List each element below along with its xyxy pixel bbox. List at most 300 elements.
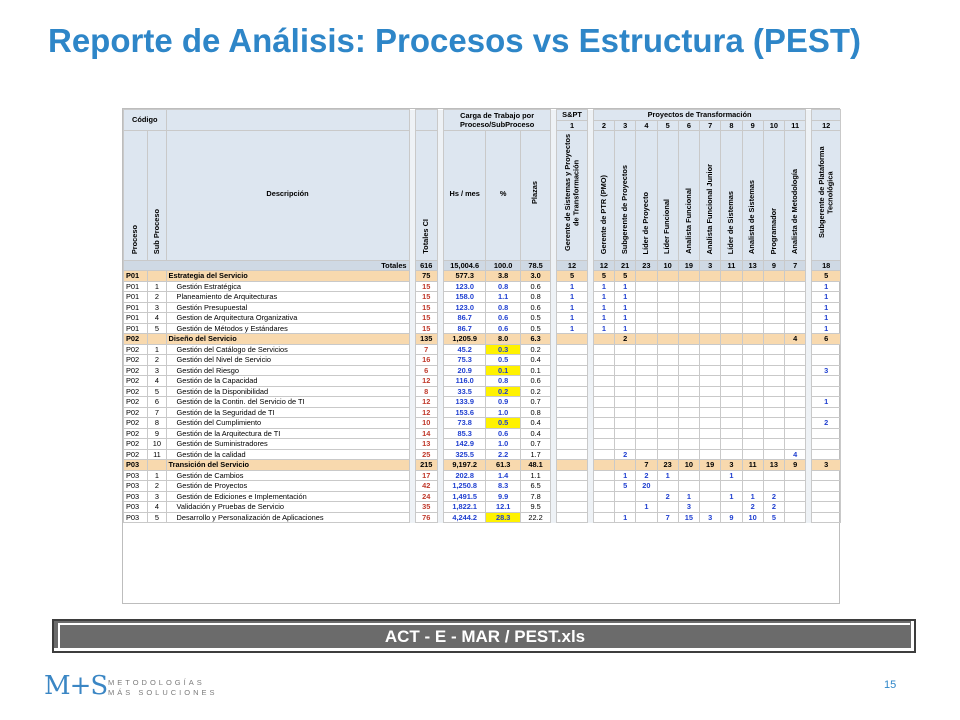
row-role-value <box>700 481 721 492</box>
header-sapt: S&PT <box>557 110 587 121</box>
row-sub: 6 <box>148 397 166 408</box>
role-number: 12 <box>812 120 841 131</box>
row-role-value <box>557 334 587 345</box>
row-role-value <box>742 302 763 313</box>
row-sub: 5 <box>148 512 166 523</box>
row-pct: 8.0 <box>486 334 520 345</box>
row-role-value <box>812 344 841 355</box>
row-hs: 33.5 <box>443 386 486 397</box>
row-role-value <box>636 313 657 324</box>
row-role-value <box>700 365 721 376</box>
row-role-value <box>742 481 763 492</box>
row-role-value: 5 <box>763 512 784 523</box>
row-description: Gestión de la calidad <box>166 449 409 460</box>
role-header: Analista Funcional Junior <box>700 131 721 261</box>
row-pct: 9.9 <box>486 491 520 502</box>
row-role-value <box>636 302 657 313</box>
totals-role: 19 <box>678 260 699 271</box>
row-role-value <box>615 491 636 502</box>
row-role-value <box>593 470 614 481</box>
role-header: Analista de Metodología <box>785 131 806 261</box>
row-role-value <box>557 418 587 429</box>
row-role-value <box>700 313 721 324</box>
page-number: 15 <box>884 679 897 691</box>
header-pct: % <box>486 131 520 261</box>
row-role-value: 1 <box>812 292 841 303</box>
row-ci: 6 <box>415 365 437 376</box>
table-row <box>124 281 841 292</box>
row-role-value <box>557 449 587 460</box>
row-role-value <box>812 512 841 523</box>
role-header: Programador <box>763 131 784 261</box>
row-description: Gestión del Nivel de Servicio <box>166 355 409 366</box>
row-role-value: 2 <box>812 418 841 429</box>
row-role-value: 2 <box>657 491 678 502</box>
row-role-value <box>615 344 636 355</box>
row-role-value: 1 <box>615 470 636 481</box>
row-role-value <box>678 365 699 376</box>
table-row <box>124 376 841 387</box>
row-role-value: 1 <box>615 323 636 334</box>
row-role-value <box>615 365 636 376</box>
row-ci: 75 <box>415 271 437 282</box>
row-role-value: 2 <box>615 449 636 460</box>
row-role-value <box>700 292 721 303</box>
row-role-value: 7 <box>636 460 657 471</box>
row-role-value <box>678 355 699 366</box>
row-role-value <box>721 302 742 313</box>
header-hs-mes: Hs / mes <box>443 131 486 261</box>
row-code: P02 <box>124 355 148 366</box>
row-description: Gestión Presupuestal <box>166 302 409 313</box>
row-hs: 1,250.8 <box>443 481 486 492</box>
totals-pct: 100.0 <box>486 260 520 271</box>
row-role-value <box>785 302 806 313</box>
row-role-value: 2 <box>763 502 784 513</box>
row-role-value <box>700 376 721 387</box>
row-ci: 17 <box>415 470 437 481</box>
row-role-value <box>742 271 763 282</box>
row-sub: 1 <box>148 344 166 355</box>
row-pct: 1.0 <box>486 407 520 418</box>
row-sub: 8 <box>148 418 166 429</box>
row-role-value <box>763 334 784 345</box>
totals-role: 10 <box>657 260 678 271</box>
role-number: 4 <box>636 120 657 131</box>
file-reference-label: ACT - E - MAR / PEST.xls <box>58 623 910 649</box>
row-hs: 1,491.5 <box>443 491 486 502</box>
row-role-value: 1 <box>636 502 657 513</box>
row-role-value <box>636 281 657 292</box>
row-role-value <box>721 281 742 292</box>
row-code: P02 <box>124 386 148 397</box>
row-role-value <box>700 334 721 345</box>
row-hs: 325.5 <box>443 449 486 460</box>
row-role-value <box>636 439 657 450</box>
row-role-value: 4 <box>785 449 806 460</box>
row-role-value <box>812 449 841 460</box>
header-codigo: Código <box>124 110 167 131</box>
row-role-value <box>700 323 721 334</box>
row-pct: 0.9 <box>486 397 520 408</box>
row-role-value <box>785 407 806 418</box>
row-role-value <box>678 428 699 439</box>
row-role-value <box>700 355 721 366</box>
header-carga: Carga de Trabajo por Proceso/SubProceso <box>443 110 550 131</box>
row-code: P02 <box>124 365 148 376</box>
row-ci: 15 <box>415 292 437 303</box>
row-role-value <box>657 439 678 450</box>
row-ci: 24 <box>415 491 437 502</box>
row-role-value <box>557 386 587 397</box>
row-sub: 2 <box>148 355 166 366</box>
row-role-value <box>721 449 742 460</box>
header-subproceso: Sub Proceso <box>148 131 166 261</box>
table-row <box>124 512 841 523</box>
row-role-value <box>812 439 841 450</box>
table-row <box>124 355 841 366</box>
row-role-value <box>636 292 657 303</box>
row-role-value <box>700 271 721 282</box>
row-code: P02 <box>124 449 148 460</box>
row-role-value <box>557 397 587 408</box>
row-role-value <box>763 481 784 492</box>
row-sub: 7 <box>148 407 166 418</box>
row-role-value <box>700 491 721 502</box>
row-ci: 25 <box>415 449 437 460</box>
row-role-value <box>700 439 721 450</box>
row-role-value <box>636 334 657 345</box>
row-hs: 9,197.2 <box>443 460 486 471</box>
role-number: 3 <box>615 120 636 131</box>
row-sub: 11 <box>148 449 166 460</box>
row-role-value: 2 <box>763 491 784 502</box>
row-role-value: 1 <box>742 491 763 502</box>
row-hs: 45.2 <box>443 344 486 355</box>
row-role-value <box>785 470 806 481</box>
row-role-value <box>657 323 678 334</box>
row-sub: 3 <box>148 302 166 313</box>
row-hs: 202.8 <box>443 470 486 481</box>
row-pct: 0.8 <box>486 376 520 387</box>
row-role-value <box>678 386 699 397</box>
row-pct: 1.0 <box>486 439 520 450</box>
row-role-value <box>742 470 763 481</box>
header-proceso: Proceso <box>124 131 148 261</box>
role-number: 1 <box>557 120 587 131</box>
table-row <box>124 334 841 345</box>
logo-line-1: METODOLOGÍAS <box>108 678 205 687</box>
row-sub: 5 <box>148 323 166 334</box>
row-pct: 2.2 <box>486 449 520 460</box>
header-blank <box>166 110 409 131</box>
row-role-value <box>657 344 678 355</box>
row-ci: 76 <box>415 512 437 523</box>
row-role-value <box>721 365 742 376</box>
row-pct: 0.2 <box>486 386 520 397</box>
row-plazas: 6.5 <box>520 481 550 492</box>
role-header: Líder Funcional <box>657 131 678 261</box>
logo-mark: M+S <box>44 671 108 701</box>
row-role-value: 1 <box>557 313 587 324</box>
row-role-value <box>657 281 678 292</box>
role-number: 9 <box>742 120 763 131</box>
table-row <box>124 313 841 324</box>
row-role-value <box>593 365 614 376</box>
spreadsheet-image <box>122 108 840 604</box>
row-hs: 86.7 <box>443 323 486 334</box>
row-pct: 0.6 <box>486 313 520 324</box>
row-role-value <box>742 281 763 292</box>
logo-line-2: MÁS SOLUCIONES <box>108 688 218 697</box>
row-role-value <box>721 418 742 429</box>
row-role-value <box>657 292 678 303</box>
row-role-value <box>700 502 721 513</box>
row-role-value <box>785 355 806 366</box>
row-role-value <box>812 376 841 387</box>
row-role-value <box>557 470 587 481</box>
row-role-value <box>700 407 721 418</box>
role-header: Líder de Sistemas <box>721 131 742 261</box>
row-role-value <box>812 428 841 439</box>
row-role-value <box>742 449 763 460</box>
row-role-value <box>700 302 721 313</box>
table-row <box>124 428 841 439</box>
row-role-value: 1 <box>615 281 636 292</box>
row-sub <box>148 271 166 282</box>
row-role-value <box>557 428 587 439</box>
row-role-value <box>785 481 806 492</box>
row-role-value <box>812 481 841 492</box>
row-role-value: 3 <box>678 502 699 513</box>
row-role-value <box>721 271 742 282</box>
row-plazas: 0.2 <box>520 344 550 355</box>
row-hs: 158.0 <box>443 292 486 303</box>
role-number: 7 <box>700 120 721 131</box>
row-description: Gestión de Suministradores <box>166 439 409 450</box>
row-role-value: 1 <box>593 292 614 303</box>
row-sub: 3 <box>148 491 166 502</box>
totals-hs: 15,004.6 <box>443 260 486 271</box>
role-header: Subgerente de Proyectos <box>615 131 636 261</box>
role-number: 5 <box>657 120 678 131</box>
table-row <box>124 386 841 397</box>
row-role-value <box>742 386 763 397</box>
row-role-value: 1 <box>615 302 636 313</box>
row-role-value <box>615 502 636 513</box>
row-role-value <box>593 397 614 408</box>
row-role-value <box>785 512 806 523</box>
row-role-value: 1 <box>812 323 841 334</box>
row-role-value <box>657 481 678 492</box>
row-code: P02 <box>124 418 148 429</box>
row-role-value: 2 <box>615 334 636 345</box>
row-sub: 4 <box>148 313 166 324</box>
row-pct: 0.8 <box>486 302 520 313</box>
row-ci: 42 <box>415 481 437 492</box>
row-role-value: 1 <box>593 302 614 313</box>
row-pct: 1.1 <box>486 292 520 303</box>
totals-role: 13 <box>742 260 763 271</box>
row-pct: 3.8 <box>486 271 520 282</box>
row-role-value: 1 <box>657 470 678 481</box>
row-hs: 116.0 <box>443 376 486 387</box>
row-role-value <box>742 418 763 429</box>
role-header: Subgerente de Plataforma Tecnológica <box>812 131 841 261</box>
row-code: P02 <box>124 428 148 439</box>
table-row <box>124 302 841 313</box>
row-role-value <box>678 397 699 408</box>
row-role-value <box>721 355 742 366</box>
row-role-value: 5 <box>557 271 587 282</box>
row-role-value <box>700 344 721 355</box>
table-row <box>124 344 841 355</box>
table-row <box>124 407 841 418</box>
row-role-value <box>763 271 784 282</box>
row-role-value <box>763 428 784 439</box>
row-ci: 8 <box>415 386 437 397</box>
row-role-value <box>593 355 614 366</box>
row-role-value <box>678 449 699 460</box>
row-role-value <box>657 313 678 324</box>
row-role-value <box>678 470 699 481</box>
row-hs: 153.6 <box>443 407 486 418</box>
header-plazas: Plazas <box>520 131 550 261</box>
row-description: Gestión del Riesgo <box>166 365 409 376</box>
row-ci: 12 <box>415 376 437 387</box>
row-role-value <box>700 386 721 397</box>
row-role-value: 20 <box>636 481 657 492</box>
row-role-value: 5 <box>812 271 841 282</box>
row-pct: 61.3 <box>486 460 520 471</box>
row-plazas: 0.8 <box>520 407 550 418</box>
row-role-value <box>678 281 699 292</box>
row-role-value <box>593 502 614 513</box>
row-plazas: 0.6 <box>520 376 550 387</box>
totals-role: 3 <box>700 260 721 271</box>
row-role-value: 1 <box>557 323 587 334</box>
row-role-value <box>785 428 806 439</box>
role-number: 6 <box>678 120 699 131</box>
row-role-value <box>721 313 742 324</box>
row-role-value <box>657 376 678 387</box>
row-role-value: 5 <box>615 271 636 282</box>
row-role-value <box>812 355 841 366</box>
row-plazas: 0.8 <box>520 292 550 303</box>
row-role-value: 6 <box>812 334 841 345</box>
row-hs: 20.9 <box>443 365 486 376</box>
row-role-value: 1 <box>557 281 587 292</box>
totals-role: 18 <box>812 260 841 271</box>
table-row <box>124 481 841 492</box>
row-role-value <box>812 491 841 502</box>
row-role-value <box>721 323 742 334</box>
row-description: Gestión del Cumplimiento <box>166 418 409 429</box>
row-hs: 123.0 <box>443 302 486 313</box>
row-role-value <box>721 502 742 513</box>
row-role-value <box>700 281 721 292</box>
row-role-value <box>657 334 678 345</box>
row-description: Gestión de la Arquitectura de TI <box>166 428 409 439</box>
row-role-value <box>721 481 742 492</box>
header-totales-ci: Totales CI <box>415 131 437 261</box>
row-role-value: 1 <box>615 313 636 324</box>
row-role-value <box>615 460 636 471</box>
role-header: Analista Funcional <box>678 131 699 261</box>
row-plazas: 0.6 <box>520 281 550 292</box>
row-ci: 15 <box>415 302 437 313</box>
row-role-value <box>615 428 636 439</box>
row-role-value <box>763 365 784 376</box>
row-description: Gestión de la Contin. del Servicio de TI <box>166 397 409 408</box>
row-plazas: 0.7 <box>520 439 550 450</box>
row-role-value <box>785 365 806 376</box>
header-descripcion: Descripción <box>166 131 409 261</box>
row-role-value <box>763 302 784 313</box>
row-role-value <box>700 428 721 439</box>
row-code: P03 <box>124 502 148 513</box>
row-sub: 1 <box>148 470 166 481</box>
table-row <box>124 449 841 460</box>
row-plazas: 0.5 <box>520 323 550 334</box>
row-role-value <box>785 386 806 397</box>
row-role-value <box>763 386 784 397</box>
row-role-value <box>721 344 742 355</box>
row-role-value: 9 <box>785 460 806 471</box>
row-role-value <box>615 386 636 397</box>
row-role-value: 1 <box>615 512 636 523</box>
row-role-value: 10 <box>742 512 763 523</box>
totals-role: 23 <box>636 260 657 271</box>
row-role-value: 3 <box>700 512 721 523</box>
table-row <box>124 418 841 429</box>
row-plazas: 6.3 <box>520 334 550 345</box>
row-role-value <box>615 355 636 366</box>
row-description: Gestión de Métodos y Estándares <box>166 323 409 334</box>
row-role-value <box>678 376 699 387</box>
role-number: 11 <box>785 120 806 131</box>
row-code: P01 <box>124 281 148 292</box>
row-plazas: 0.4 <box>520 418 550 429</box>
row-description: Gestión de la Capacidad <box>166 376 409 387</box>
row-role-value: 1 <box>593 323 614 334</box>
row-code: P02 <box>124 344 148 355</box>
row-role-value: 1 <box>721 470 742 481</box>
role-header: Líder de Proyecto <box>636 131 657 261</box>
row-role-value <box>785 313 806 324</box>
row-role-value <box>742 407 763 418</box>
row-role-value <box>700 418 721 429</box>
row-role-value <box>636 491 657 502</box>
row-ci: 12 <box>415 397 437 408</box>
row-description: Gestión de Cambios <box>166 470 409 481</box>
row-ci: 15 <box>415 313 437 324</box>
row-role-value <box>721 407 742 418</box>
row-pct: 0.8 <box>486 281 520 292</box>
row-hs: 1,822.1 <box>443 502 486 513</box>
row-role-value <box>615 376 636 387</box>
row-role-value <box>557 355 587 366</box>
row-role-value <box>636 397 657 408</box>
row-role-value: 11 <box>742 460 763 471</box>
row-role-value <box>721 334 742 345</box>
row-role-value <box>742 439 763 450</box>
row-role-value <box>593 418 614 429</box>
row-role-value <box>785 439 806 450</box>
row-role-value <box>785 502 806 513</box>
company-logo <box>44 671 244 701</box>
row-sub: 4 <box>148 376 166 387</box>
